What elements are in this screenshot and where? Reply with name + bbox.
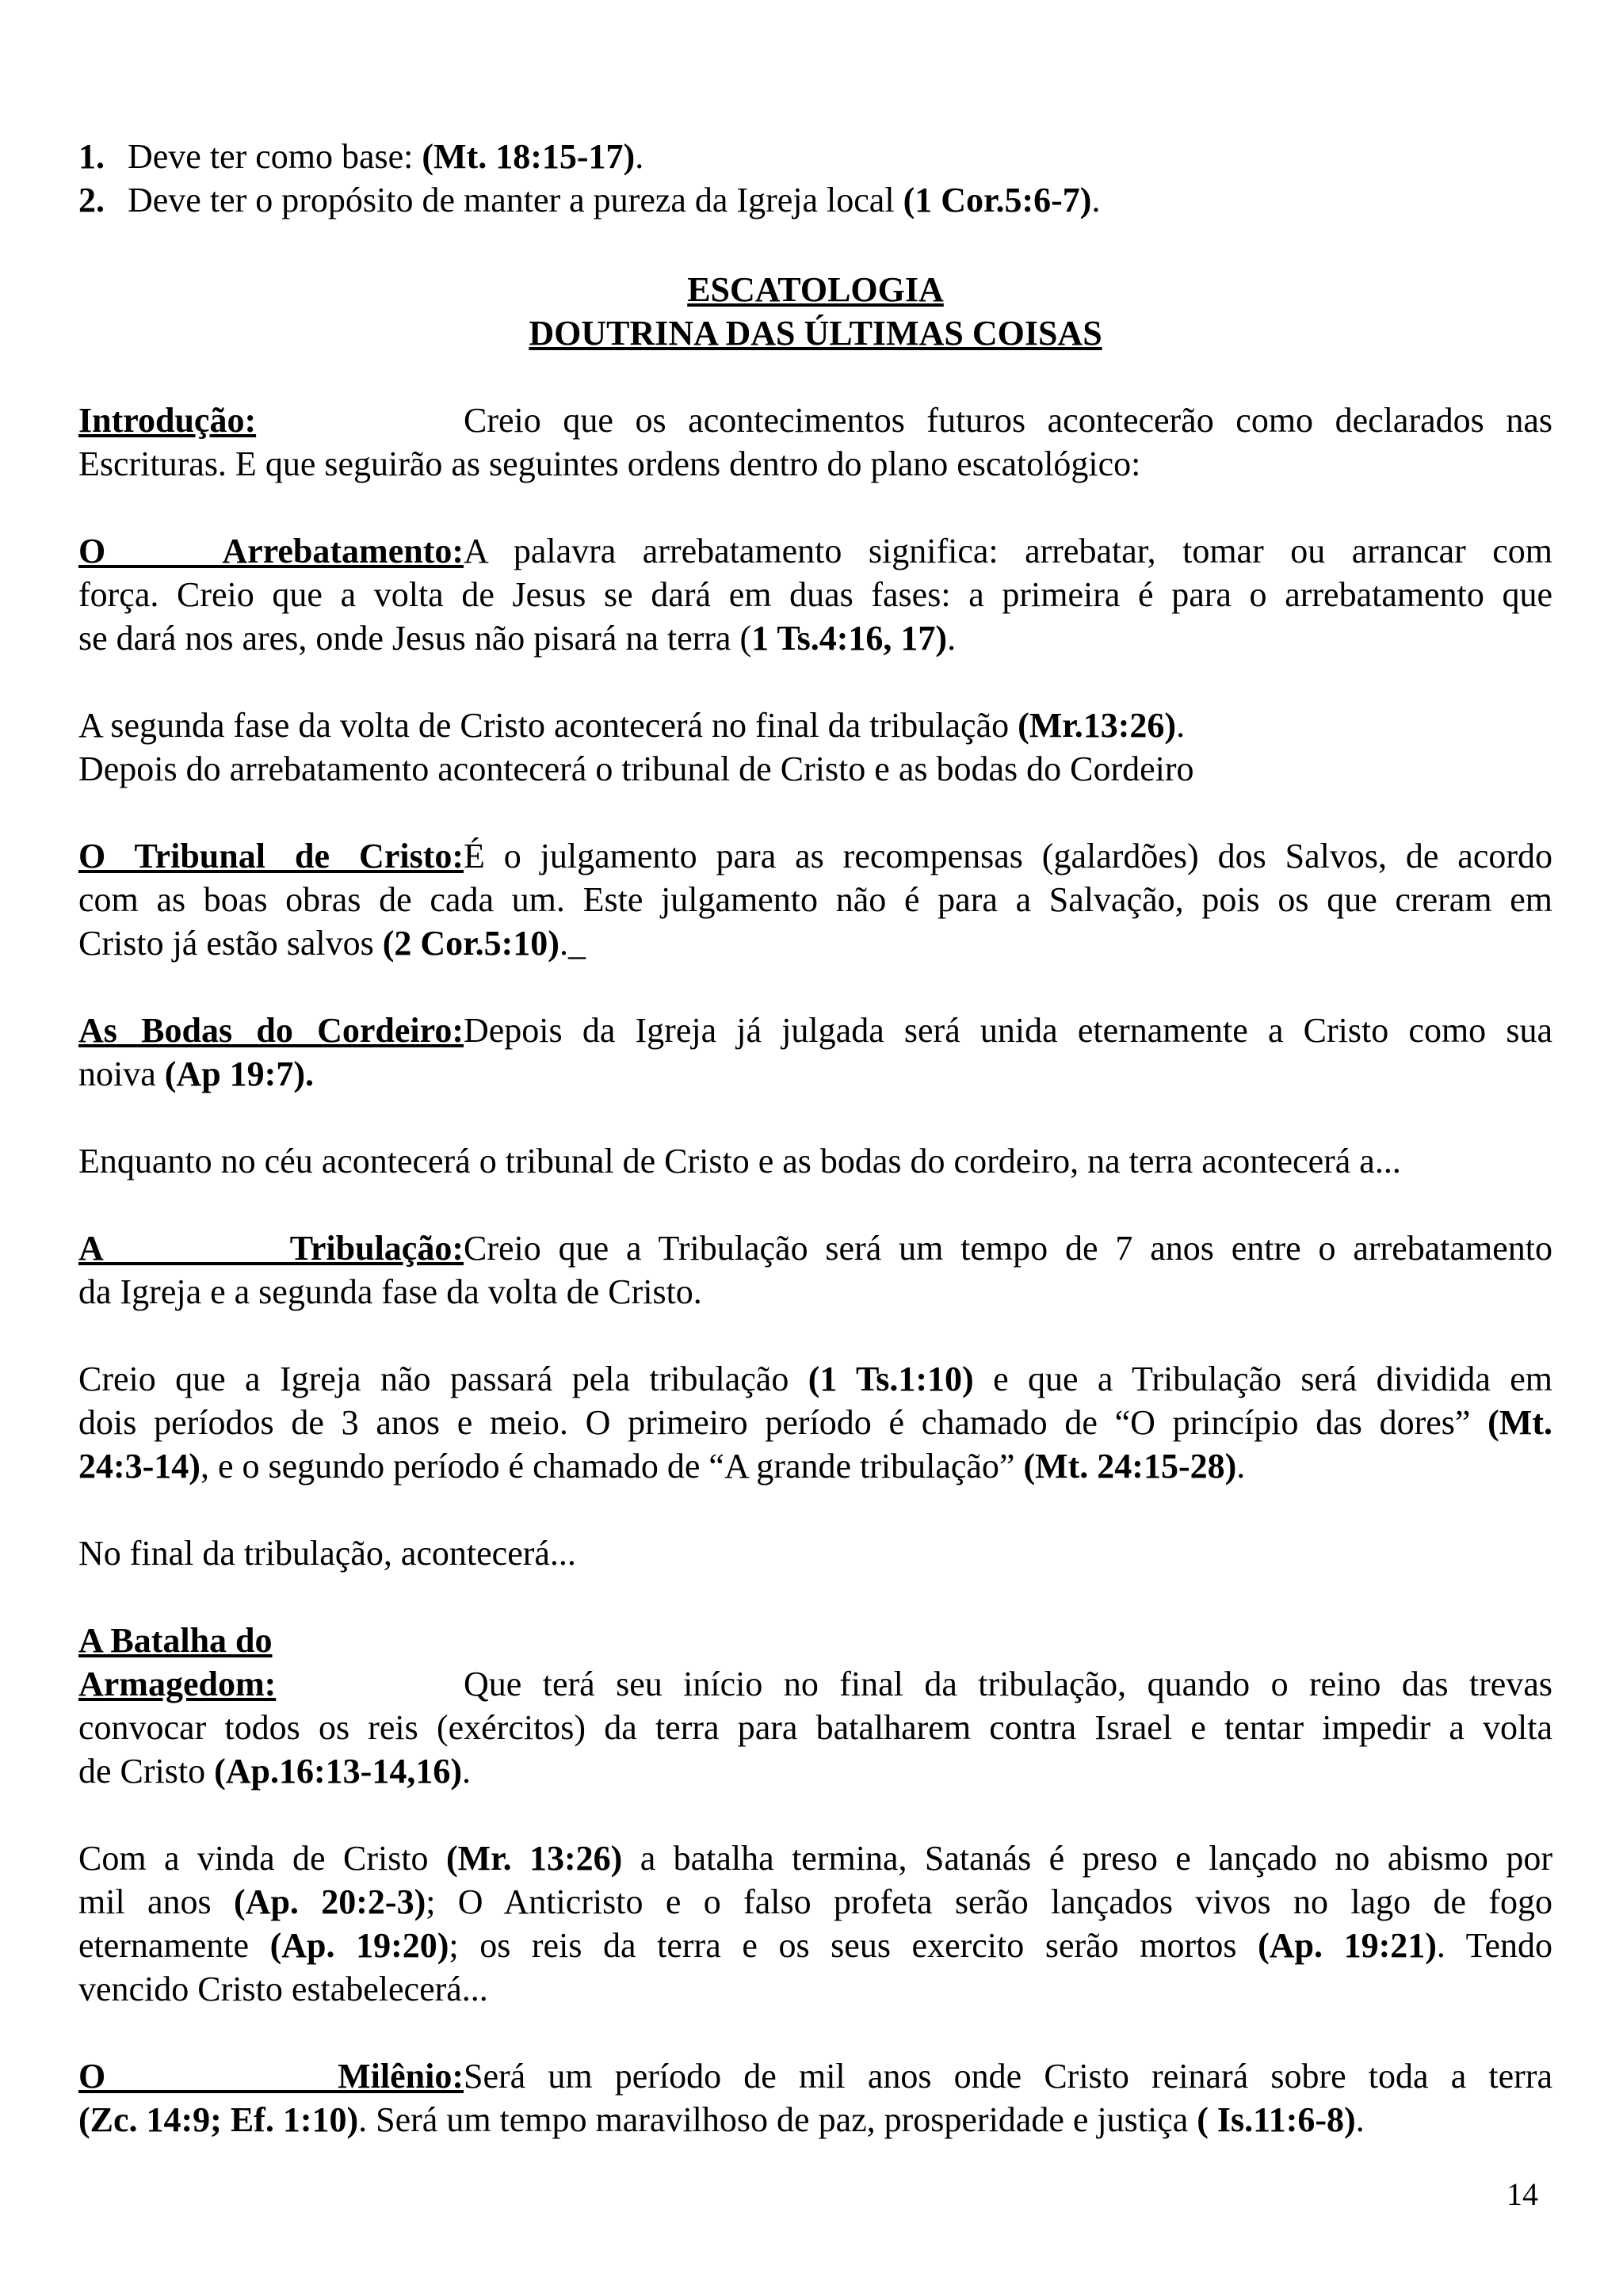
intro-line-2: Escrituras. E que seguirão as seguintes ordens dentro do plano escatológico:: [78, 444, 1141, 483]
punctuation: .: [1091, 181, 1101, 219]
scripture-ref: ( Is.11:6-8): [1197, 2100, 1356, 2139]
milenio-line-2: [78, 2098, 1552, 2142]
enquanto-paragraph: Enquanto no céu acontecerá o tribunal de Cristo e as bodas do cordeiro, na terra acontecerá a...: [78, 1142, 1401, 1180]
scripture-ref: (Ap. 19:20): [269, 1926, 449, 1965]
scripture-ref: (Ap. 20:2-3): [234, 1882, 426, 1921]
batalha-line-1: [78, 1662, 1552, 1706]
segunda-fase-line-2: Depois do arrebatamento acontecerá o tribunal de Cristo e as bodas do Cordeiro: [78, 749, 1194, 788]
vinda-line-3: [78, 1924, 1552, 1967]
arrebatamento-line-3: [78, 616, 1552, 660]
paragraph-text: ; O Anticristo e o falso profeta serão lançados vivos no lago de fogo: [426, 1882, 1553, 1921]
scripture-ref: (Mt. 24:15-28): [1023, 1447, 1237, 1486]
scripture-ref: 1 Ts.4:16, 17): [751, 619, 948, 658]
tribunal-text: É o julgamento para as recompensas (galardões) dos Salvos, de acordo: [464, 837, 1552, 875]
paragraph-text: Creio que a Igreja não passará pela tribulação: [78, 1360, 808, 1398]
section-title: ESCATOLOGIA: [687, 270, 944, 309]
batalha-text: de Cristo: [78, 1752, 215, 1791]
scripture-ref: (1 Cor.5:6-7): [903, 181, 1092, 219]
final-paragraph: No final da tribulação, acontecerá...: [78, 1534, 576, 1573]
scripture-ref: (Mr.13:26): [1018, 706, 1177, 745]
igreja-line-3: [78, 1444, 1552, 1488]
punctuation: .: [1236, 1447, 1246, 1486]
scripture-ref: (Ap. 19:21): [1258, 1926, 1437, 1965]
milenio-text: Será um período de mil anos onde Cristo reinará sobre toda a terra: [464, 2057, 1552, 2096]
scripture-ref: (Ap 19:7).: [164, 1055, 314, 1093]
paragraph-text: mil anos: [78, 1882, 235, 1921]
section-subtitle: DOUTRINA DAS ÚLTIMAS COISAS: [529, 314, 1102, 353]
arrebatamento-line-2: força. Creio que a volta de Jesus se dará em duas fases: a primeira é para o arrebatamento que: [78, 575, 1552, 614]
paragraph-text: A segunda fase da volta de Cristo acontecerá no final da tribulação: [78, 706, 1018, 745]
tribunal-label: O Tribunal de Cristo:: [78, 837, 464, 875]
paragraph-text: e que a Tribulação será dividida em: [973, 1360, 1552, 1398]
list-item: [78, 135, 1552, 178]
igreja-line-1: [78, 1357, 1552, 1401]
scripture-ref: (Mr. 13:26): [445, 1839, 623, 1878]
vinda-line-4: vencido Cristo estabelecerá...: [78, 1970, 488, 2008]
milenio-line-1: [78, 2054, 1552, 2098]
scripture-ref: (Mt.: [1487, 1403, 1552, 1442]
tribulacao-line-2: da Igreja e a segunda fase da volta de Cristo.: [78, 1272, 702, 1311]
arrebatamento-text: A palavra arrebatamento significa: arrebatar, tomar ou arrancar com: [464, 532, 1552, 570]
batalha-line-3: [78, 1749, 1552, 1793]
tribunal-line-2: com as boas obras de cada um. Este julgamento não é para a Salvação, pois os que creram em: [78, 880, 1552, 919]
punctuation: .: [461, 1752, 471, 1791]
batalha-label: A Batalha do: [78, 1621, 273, 1660]
bodas-text: noiva: [78, 1055, 165, 1093]
scripture-ref: 24:3-14): [78, 1447, 200, 1486]
armagedom-label: Armagedom:: [78, 1665, 277, 1703]
list-number: 1.: [78, 137, 105, 176]
list-number: 2.: [78, 181, 105, 219]
intro-text: Creio que os acontecimentos futuros acontecerão como declarados nas: [464, 401, 1552, 440]
paragraph-text: . Tendo: [1436, 1926, 1553, 1965]
bodas-line-2: [78, 1052, 1552, 1096]
scripture-ref: (Mt. 18:15-17): [422, 137, 636, 176]
tribunal-line-3: [78, 921, 1552, 965]
arrebatamento-line-1: [78, 529, 1552, 573]
bodas-label: As Bodas do Cordeiro:: [78, 1011, 464, 1050]
paragraph-text: Com a vinda de Cristo: [78, 1839, 446, 1878]
paragraph-text: eternamente: [78, 1926, 270, 1965]
punctuation: .: [947, 619, 957, 658]
punctuation: .: [1176, 706, 1186, 745]
tribunal-line-1: [78, 834, 1552, 878]
list-text: Deve ter o propósito de manter a pureza da Igreja local: [128, 181, 903, 219]
punctuation: ._: [559, 924, 586, 963]
tribulacao-label: A Tribulação:: [78, 1229, 464, 1268]
numbered-list: [78, 135, 1552, 222]
intro-line-1: [78, 399, 1552, 442]
vinda-line-2: [78, 1880, 1552, 1924]
scripture-ref: (Ap.16:13-14,16): [214, 1752, 462, 1791]
punctuation: .: [1355, 2100, 1365, 2139]
arrebatamento-label: O Arrebatamento:: [78, 532, 464, 570]
tribulacao-text: Creio que a Tribulação será um tempo de 7 anos entre o arrebatamento: [464, 1229, 1552, 1268]
page-number: 14: [1507, 2176, 1538, 2212]
paragraph-text: , e o segundo período é chamado de “A grande tribulação”: [200, 1447, 1024, 1486]
document-page: [78, 135, 1552, 2142]
scripture-ref: (Zc. 14:9; Ef. 1:10): [78, 2100, 359, 2139]
paragraph-text: dois períodos de 3 anos e meio. O primeiro período é chamado de “O princípio das dores”: [78, 1403, 1488, 1442]
intro-label: Introdução:: [78, 401, 257, 440]
scripture-ref: (2 Cor.5:10): [382, 924, 559, 963]
list-text: Deve ter como base:: [128, 137, 422, 176]
scripture-ref: (1 Ts.1:10): [808, 1360, 974, 1398]
batalha-text: Que terá seu início no final da tribulação, quando o reino das trevas: [464, 1665, 1552, 1703]
paragraph-text: a batalha termina, Satanás é preso e lançado no abismo por: [622, 1839, 1552, 1878]
milenio-text: . Será um tempo maravilhoso de paz, prosperidade e justiça: [358, 2100, 1197, 2139]
bodas-text: Depois da Igreja já julgada será unida eternamente a Cristo como sua: [464, 1011, 1552, 1050]
paragraph-text: ; os reis da terra e os seus exercito serão mortos: [449, 1926, 1258, 1965]
igreja-line-2: [78, 1401, 1552, 1444]
milenio-label: O Milênio:: [78, 2057, 464, 2096]
list-item: [78, 178, 1552, 222]
vinda-line-1: [78, 1836, 1552, 1880]
bodas-line-1: [78, 1009, 1552, 1052]
tribunal-text: Cristo já estão salvos: [78, 924, 383, 963]
arrebatamento-text: se dará nos ares, onde Jesus não pisará na terra (: [78, 619, 752, 658]
punctuation: .: [635, 137, 644, 176]
batalha-label-line: [78, 1619, 1552, 1662]
tribulacao-line-1: [78, 1226, 1552, 1270]
batalha-line-2: convocar todos os reis (exércitos) da terra para batalharem contra Israel e tentar impedir a volta: [78, 1708, 1552, 1747]
segunda-fase-line-1: [78, 704, 1552, 747]
